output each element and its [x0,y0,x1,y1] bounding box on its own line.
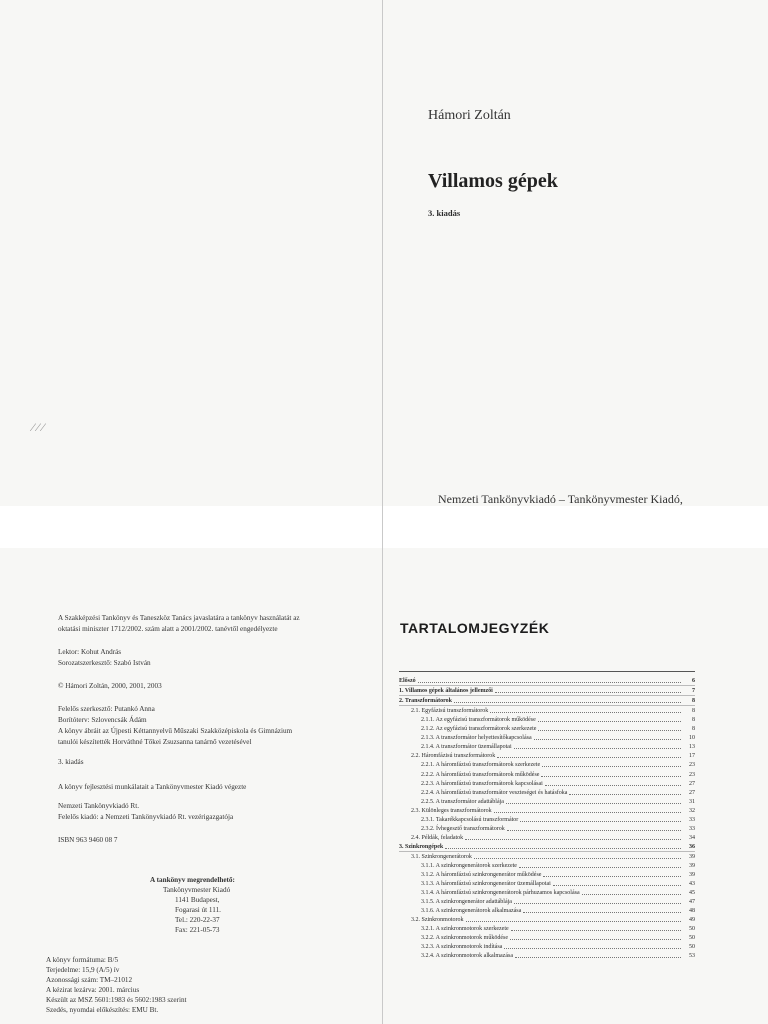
spec-line: A kézirat lezárva: 2001. március [46,986,140,994]
toc-entry-page: 39 [689,853,695,860]
toc-entry-label: 2.1.4. A transzformátor üzemállapotai [421,744,512,751]
spec-line: Szedés, nyomdai előkészítés: EMU Bt. [46,1006,159,1014]
toc-entry-label: 3.2. Szinkronmotorok [411,917,464,924]
toc-entry-label: Előszó [399,678,416,685]
toc-dot-leader [495,692,681,693]
toc-entry-page: 17 [689,753,695,760]
toc-dot-leader [494,812,681,813]
toc-entry-page: 8 [692,717,695,724]
approval-line-2: oktatási miniszter 1712/2002. szám alatt a 2001/2002. tanévtől engedélyezte [58,625,278,633]
toc-entry-label: 2.2.3. A háromfázisú transzformátorok kapcsolásai [421,780,543,787]
toc-entry-label: 3.1.1. A szinkrongenerátorok szerkezete [421,862,517,869]
toc-entry [399,824,695,833]
title-page [383,0,768,506]
order-line: Fogarasi út 111. [175,906,221,914]
toc-entry-label: 2.1.2. Az egyfázisú transzformátorok szerkezete [421,726,537,733]
toc-entry-page: 8 [692,698,695,705]
toc-dot-leader [515,957,681,958]
toc-entry-page: 8 [692,708,695,715]
toc-entry-page: 43 [689,881,695,888]
toc-dot-leader [514,748,681,749]
toc-dot-leader [507,830,681,831]
toc-entry [399,769,695,778]
toc-list [399,676,695,960]
publisher-name: Nemzeti Tankönyvkiadó – Tankönyvmester Kiadó, [438,492,683,506]
toc-entry [399,933,695,942]
toc-entry-page: 50 [689,935,695,942]
toc-entry-label: 2.2. Háromfázisú transzformátorok [411,753,496,760]
toc-entry-label: 3.2.3. A szinkronmotorok indítása [421,944,503,951]
toc-entry-label: 2.3.2. Ívhegesztő transzformátorok [421,825,505,832]
toc-dot-leader [497,757,681,758]
toc-dot-leader [582,894,681,895]
toc-entry-label: 3.1. Szinkrongenerátorok [411,853,472,860]
responsible-publisher-line: Felelős kiadó: a Nemzeti Tankönyvkiadó Rt. vezérigazgatója [58,813,234,821]
order-line: 1141 Budapest, [175,896,220,904]
toc-dot-leader [545,785,681,786]
toc-dot-leader [510,939,681,940]
spec-line: Azonossági szám: TM–21012 [46,976,133,984]
toc-dot-leader [541,776,681,777]
toc-heading: TARTALOMJEGYZÉK [400,620,550,636]
lector-line: Lektor: Kohut András [58,648,122,656]
toc-dot-leader [454,702,681,703]
toc-dot-leader [542,766,681,767]
toc-entry-page: 33 [689,816,695,823]
toc-entry [399,742,695,751]
toc-entry [399,815,695,824]
toc-entry-page: 45 [689,890,695,897]
toc-entry [399,686,695,696]
spec-line: A könyv formátuma: B/5 [46,956,119,964]
toc-entry-page: 13 [689,744,695,751]
toc-entry-label: 3.1.6. A szinkrongenerátorok alkalmazása [421,908,522,915]
spec-line: Készült az MSZ 5601:1983 és 5602:1983 szerint [46,996,187,1004]
toc-entry [399,797,695,806]
toc-entry-label: 3.1.3. A háromfázisú szinkrongenerátor üzemállapotai [421,881,551,888]
toc-dot-leader [445,848,681,849]
toc-entry [399,751,695,760]
drawings-line-2: tanulói készítették Horváthné Tőkei Zsuzsanna tanárnő vezetésével [58,738,252,746]
toc-entry [399,696,695,706]
page-spine [382,0,383,1024]
toc-dot-leader [520,821,681,822]
order-line: Tel.: 220-22-37 [175,916,220,924]
toc-entry [399,842,695,852]
toc-dot-leader [418,682,681,683]
spec-line: Terjedelme: 15,9 (A/5) ív [46,966,120,974]
imprint-page [0,548,382,1024]
toc-entry-page: 7 [692,688,695,695]
toc-entry-page: 39 [689,872,695,879]
toc-entry-label: 3.2.2. A szinkronmotorok működése [421,935,508,942]
toc-entry-label: 3.2.4. A szinkronmotorok alkalmazása [421,953,513,960]
toc-entry-label: 2.2.4. A háromfázisú transzformátor veszteségei és hatásfoka [421,789,568,796]
toc-dot-leader [465,839,681,840]
toc-entry-page: 10 [689,735,695,742]
toc-dot-leader [490,712,681,713]
toc-dot-leader [504,948,681,949]
series-editor-line: Sorozatszerkesztő: Szabó István [58,659,151,667]
toc-entry-page: 50 [689,944,695,951]
toc-entry-label: 2.1.3. A transzformátor helyettesítőkapcsolása [421,735,532,742]
toc-entry-label: 2.1.1. Az egyfázisú transzformátorok működése [421,717,536,724]
approval-line-1: A Szakképzési Tankönyv és Taneszköz Tanács javaslatára a tankönyv használatát az [58,614,300,622]
toc-dot-leader [474,858,681,859]
toc-dot-leader [514,903,681,904]
toc-page [383,548,768,1024]
toc-entry-label: 2.2.5. A transzformátor adattáblája [421,798,504,805]
toc-dot-leader [523,912,681,913]
toc-entry-page: 53 [689,953,695,960]
toc-entry-label: 2.4. Példák, feladatok [411,834,464,841]
toc-dot-leader [506,803,681,804]
development-line: A könyv fejlesztési munkálatait a Tankönyvmester Kiadó végezte [58,783,247,791]
toc-dot-leader [534,739,681,740]
toc-dot-leader [553,885,681,886]
toc-entry-page: 33 [689,825,695,832]
isbn-line: ISBN 963 9460 08 7 [58,836,118,844]
toc-entry-label: 3. Szinkrongépek [399,843,444,850]
toc-entry [399,951,695,960]
toc-entry [399,833,695,842]
toc-entry [399,724,695,733]
toc-entry [399,852,695,861]
toc-entry-page: 47 [689,899,695,906]
toc-entry-page: 49 [689,917,695,924]
toc-entry [399,888,695,897]
toc-dot-leader [538,721,681,722]
cover-design-line: Borítóterv: Szlovencsák Ádám [58,716,147,724]
edition-label: 3. kiadás [428,208,461,218]
drawings-line-1: A könyv ábráit az Újpesti Kéttannyelvű Műszaki Szakközépiskola és Gimnázium [58,727,293,735]
toc-divider [399,671,695,672]
toc-entry [399,806,695,815]
toc-entry [399,924,695,933]
toc-dot-leader [538,730,681,731]
toc-entry-page: 39 [689,862,695,869]
order-heading: A tankönyv megrendelhető: [150,876,235,884]
order-line: Tankönyvmester Kiadó [163,886,231,894]
toc-entry [399,779,695,788]
toc-entry-page: 23 [689,771,695,778]
toc-entry [399,733,695,742]
toc-entry-label: 3.1.5. A szinkrongenerátor adattáblája [421,899,512,906]
toc-entry-page: 50 [689,926,695,933]
edition-line: 3. kiadás [58,758,84,766]
toc-entry [399,861,695,870]
editor-line: Felelős szerkesztő: Putankó Anna [58,705,155,713]
publisher-line: Nemzeti Tankönyvkiadó Rt. [58,802,140,810]
toc-entry-page: 34 [689,834,695,841]
toc-entry-label: 1. Villamos gépek általános jellemzői [399,688,493,695]
toc-entry-label: 3.1.2. A háromfázisú szinkrongenerátor működése [421,872,542,879]
toc-entry-label: 2.3. Különleges transzformátorok [411,807,492,814]
copyright-line: © Hámori Zoltán, 2000, 2001, 2003 [58,682,162,690]
toc-entry-label: 2.1. Egyfázisú transzformátorok [411,708,489,715]
toc-entry [399,676,695,686]
book-title: Villamos gépek [428,170,558,192]
toc-entry-page: 32 [689,807,695,814]
toc-entry-label: 2.2.2. A háromfázisú transzformátorok működése [421,771,540,778]
order-line: Fax: 221-05-73 [175,926,220,934]
toc-dot-leader [543,876,681,877]
toc-entry [399,870,695,879]
toc-entry-page: 27 [689,780,695,787]
toc-entry [399,706,695,715]
toc-entry [399,788,695,797]
toc-entry [399,906,695,915]
pencil-mark: ⁄ ⁄ ⁄ [32,420,45,434]
toc-entry [399,760,695,769]
toc-entry-page: 23 [689,762,695,769]
toc-entry [399,915,695,924]
toc-entry-label: 3.2.1. A szinkronmotorok szerkezete [421,926,509,933]
toc-entry-page: 31 [689,798,695,805]
toc-entry-page: 8 [692,726,695,733]
toc-entry-label: 2. Transzformátorok [399,698,452,705]
toc-entry-label: 2.2.1. A háromfázisú transzformátorok szerkezete [421,762,541,769]
toc-entry-label: 2.3.1. Takarékkapcsolású transzformátor [421,816,519,823]
toc-entry [399,879,695,888]
toc-dot-leader [511,930,681,931]
toc-entry-label: 3.1.4. A háromfázisú szinkrongenerátorok párhuzamos kapcsolása [421,890,580,897]
toc-entry-page: 48 [689,908,695,915]
toc-dot-leader [569,794,681,795]
toc-entry-page: 27 [689,789,695,796]
toc-entry [399,897,695,906]
toc-entry [399,715,695,724]
toc-entry-page: 36 [689,843,695,850]
toc-dot-leader [519,867,681,868]
author-name: Hámori Zoltán [428,108,511,123]
toc-entry-page: 6 [692,678,695,685]
toc-entry [399,942,695,951]
toc-dot-leader [466,921,682,922]
blank-page [0,0,382,506]
